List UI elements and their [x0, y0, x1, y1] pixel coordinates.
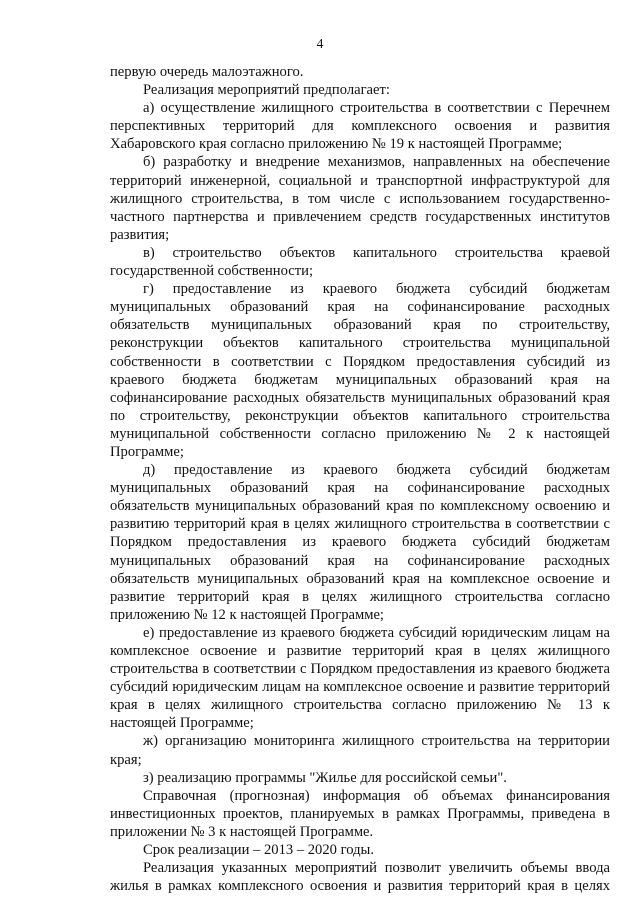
paragraph-item-a: а) осуществление жилищного строительства в соответствии с Перечнем перспективных территорий для комплексного освоения и развития Хабаровского края согласно приложению № 19 к настоящей Программе;	[110, 100, 610, 153]
paragraph-implementation-period: Срок реализации – 2013 – 2020 годы.	[143, 842, 374, 859]
page-number: 4	[316, 36, 324, 51]
paragraph-item-b: б) разработку и внедрение механизмов, направленных на обеспечение территорий инженерной, социальной и транспортной инфраструктурой для жилищного строительства, в том числе с использованием государственно-частного партнерства и привлечением средств государственных институтов развития;	[110, 154, 610, 243]
paragraph-intro: Реализация мероприятий предполагает:	[143, 82, 390, 99]
document-body	[110, 63, 610, 895]
paragraph-continuation: первую очередь малоэтажного.	[110, 64, 304, 80]
paragraph-item-e: е) предоставление из краевого бюджета субсидий юридическим лицам на комплексное освоение и развитие территорий края в целях жилищного строительства в соответствии с Порядком предоставления из краевого бюджета субсидий юридическим лицам на комплексное освоение и развитие территорий края в целях жилищного строительства согласно приложению № 13 к настоящей Программе;	[110, 624, 610, 732]
paragraph-item-g: г) предоставление из краевого бюджета субсидий бюджетам муниципальных образований края на софинансирование расходных обязательств муниципальных образований края по строительству, реконструкции объектов капитального строительства муниципальной собственности в соответствии с Порядком предоставления субсидий из краевого бюджета бюджетам муниципальных образований края на софинансирование расходных обязательств муниципальных образований края по строительству, реконструкции объектов капитального строительства муниципальной собственности согласно приложению № 2 к настоящей Программе;	[110, 281, 610, 460]
paragraph-item-v: в) строительство объектов капитального строительства краевой государственной собственности;	[110, 244, 610, 280]
paragraph-item-z: з) реализацию программы "Жилье для российской семьи".	[143, 769, 507, 786]
paragraph-item-zh: ж) организацию мониторинга жилищного строительства на территории края;	[110, 733, 610, 768]
paragraph-item-d: д) предоставление из краевого бюджета субсидий бюджетам муниципальных образований края на софинансирование расходных обязательств муниципальных образований края по комплексному освоению и развитию территорий края в целях жилищного строительства в соответствии с Порядком предоставления из краевого бюджета субсидий бюджетам муниципальных образований края на софинансирование расходных обязательств муниципальных образований края на комплексное освоение и развитие территорий края в целях жилищного строительства согласно приложению № 12 к настоящей Программе;	[110, 462, 610, 623]
paragraph-expected-results: Реализация указанных мероприятий позволит увеличить объемы ввода жилья в рамках комплексного освоения и развития территорий края в целях	[110, 860, 610, 895]
paragraph-financing-reference: Справочная (прогнозная) информация об объемах финансирования инвестиционных проектов, планируемых в рамках Программы, приведена в приложении № 3 к настоящей Программе.	[110, 787, 610, 840]
